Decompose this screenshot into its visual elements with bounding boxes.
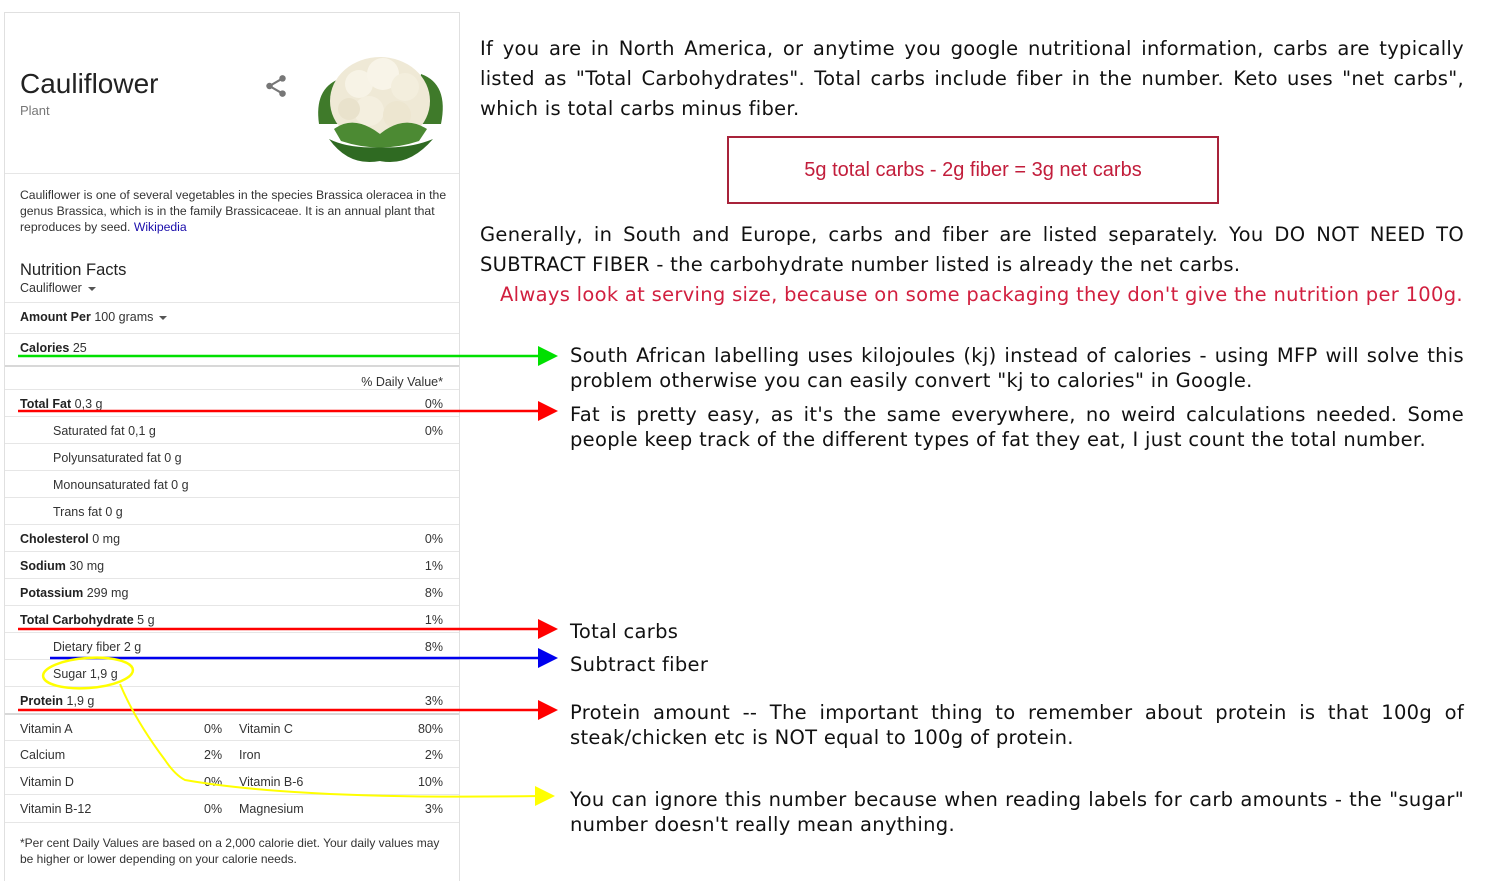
chevron-down-icon bbox=[159, 316, 167, 320]
nutrient-row-polyunsaturated-fat: Polyunsaturated fat 0 g bbox=[5, 443, 459, 471]
sugar-note: You can ignore this number because when reading labels for carb amounts - the "sugar" number doesn't really mean anything. bbox=[570, 788, 1464, 836]
net-carbs-formula: 5g total carbs - 2g fiber = 3g net carbs bbox=[727, 136, 1219, 204]
nutrient-row-trans-fat: Trans fat 0 g bbox=[5, 497, 459, 525]
south-europe-note: Generally, in South and Europe, carbs and fiber are listed separately. You DO NOT NEED TO SUBTRACT FIBER - the carbohydrate number listed is already the net carbs. bbox=[480, 223, 1464, 276]
calories-row: Calories 25 bbox=[5, 333, 459, 366]
amount-per-row[interactable]: Amount Per 100 grams bbox=[5, 302, 459, 333]
fiber-note: Subtract fiber bbox=[570, 653, 709, 676]
food-select[interactable]: Cauliflower bbox=[20, 281, 96, 295]
nutrition-facts-title: Nutrition Facts bbox=[20, 261, 127, 279]
wikipedia-link[interactable]: Wikipedia bbox=[133, 220, 187, 234]
nutrient-row-saturated-fat: Saturated fat 0,1 g 0% bbox=[5, 416, 459, 444]
knowledge-panel bbox=[4, 12, 460, 881]
cauliflower-image[interactable] bbox=[309, 29, 451, 167]
nutrient-row-protein: Protein 1,9 g 3% bbox=[5, 686, 459, 714]
panel-header bbox=[5, 13, 459, 174]
vitamin-row: Vitamin B-12 0% Magnesium 3% bbox=[5, 794, 459, 823]
nutrient-row-total-carbohydrate: Total Carbohydrate 5 g 1% bbox=[5, 605, 459, 633]
total-carbs-note: Total carbs bbox=[570, 620, 679, 643]
panel-description: Cauliflower is one of several vegetables in the species Brassica oleracea in the genus Brassica, which is in the family Brassicaceae. It is an annual plant that reproduces by seed. Wikipedia bbox=[20, 188, 447, 234]
nutrient-row-sodium: Sodium 30 mg 1% bbox=[5, 551, 459, 579]
serving-size-note: Always look at serving size, because on some packaging they don't give the nutrition per 100g. bbox=[500, 283, 1463, 306]
daily-value-header: % Daily Value* bbox=[5, 365, 459, 392]
nutrient-row-sugar: Sugar 1,9 g bbox=[5, 659, 459, 687]
fat-note: Fat is pretty easy, as it's the same everywhere, no weird calculations needed. Some people keep track of the different types of fat they eat, I just count the total number. bbox=[570, 403, 1464, 451]
calories-note: South African labelling uses kilojoules (kj) instead of calories - using MFP will solve this problem otherwise you can easily convert "kj to calories" in Google. bbox=[570, 344, 1464, 392]
vitamin-row: Calcium 2% Iron 2% bbox=[5, 740, 459, 768]
nutrient-row-cholesterol: Cholesterol 0 mg 0% bbox=[5, 524, 459, 552]
vitamin-row: Vitamin D 0% Vitamin B-6 10% bbox=[5, 767, 459, 795]
intro-note: If you are in North America, or anytime you google nutritional information, carbs are typically listed as "Total Carbohydrates". Total carbs include fiber in the number. Keto uses "net carbs", which is total carbs minus fiber. bbox=[480, 37, 1464, 120]
panel-title: Cauliflower bbox=[20, 68, 159, 99]
panel-subtitle: Plant bbox=[20, 103, 50, 118]
chevron-down-icon bbox=[88, 287, 96, 291]
vitamin-row: Vitamin A 0% Vitamin C 80% bbox=[5, 713, 459, 742]
protein-note: Protein amount -- The important thing to remember about protein is that 100g of steak/chicken etc is NOT equal to 100g of protein. bbox=[570, 701, 1464, 749]
daily-value-footnote: *Per cent Daily Values are based on a 2,000 calorie diet. Your daily values may be higher or lower depending on your calorie needs. bbox=[20, 836, 440, 866]
nutrient-row-total-fat: Total Fat 0,3 g 0% bbox=[5, 389, 459, 417]
nutrient-row-potassium: Potassium 299 mg 8% bbox=[5, 578, 459, 606]
nutrient-row-dietary-fiber: Dietary fiber 2 g 8% bbox=[5, 632, 459, 660]
share-icon[interactable] bbox=[263, 73, 289, 99]
nutrient-row-monounsaturated-fat: Monounsaturated fat 0 g bbox=[5, 470, 459, 498]
